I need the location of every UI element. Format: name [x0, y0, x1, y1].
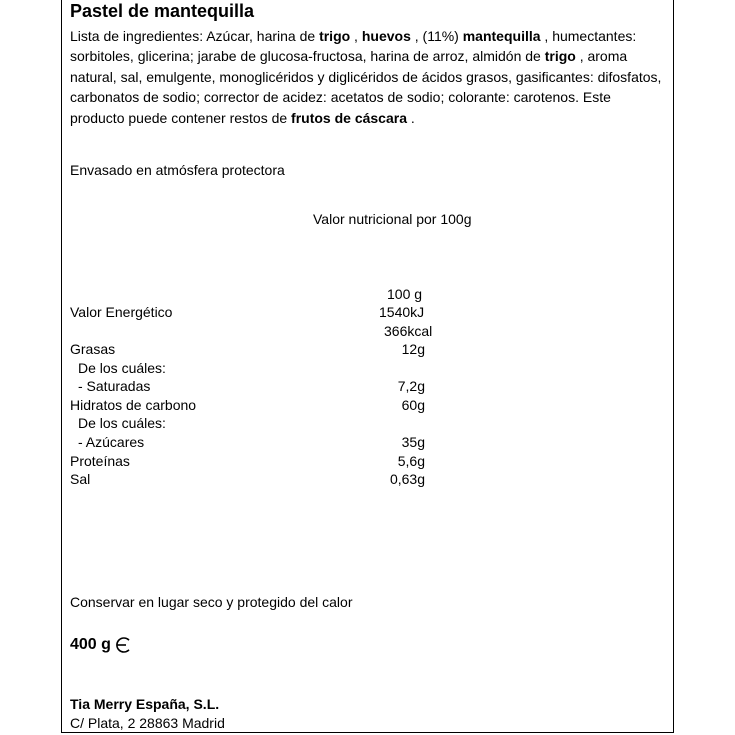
energy-kj-value: 1540kJ: [379, 304, 425, 320]
energy-kcal-value: 366kcal: [384, 323, 433, 339]
ingredient-text: Lista de ingredientes: Azúcar, harina de: [70, 28, 320, 44]
estimated-e-mark-icon: [114, 636, 132, 654]
ingredient-text: , aroma natural, sal, emulgente, monoglicéridos y diglicéridos de ácidos grasos, gasificantes: difosfatos, carbonatos de sodio; corrector de acidez: acetatos de sodio; colorante: carotenos. Este producto puede contener restos de: [70, 48, 662, 126]
saturated-value: 7,2g: [397, 378, 425, 394]
energy-label: Valor Energético: [70, 304, 173, 320]
product-title: Pastel de mantequilla: [70, 1, 255, 21]
salt-label: Sal: [70, 471, 91, 487]
sugars-value: 35g: [401, 434, 425, 450]
allergen-text: mantequilla: [462, 28, 541, 44]
saturated-label: - Saturadas: [78, 378, 151, 394]
carbs-value: 60g: [401, 397, 425, 413]
sugars-label: - Azúcares: [78, 434, 145, 450]
company-address: C/ Plata, 2 28863 Madrid: [70, 715, 225, 731]
company-name: Tia Merry España, S.L.: [70, 696, 220, 712]
allergen-text: trigo: [319, 28, 351, 44]
net-weight: [70, 636, 132, 654]
carbs-of-which-label: De los cuáles:: [78, 415, 166, 431]
allergen-text: trigo: [544, 48, 576, 65]
net-weight-value: 400 g: [70, 636, 111, 653]
ingredient-text: ,: [350, 28, 362, 44]
salt-value: 0,63g: [389, 471, 425, 487]
per-100g-label: 100 g: [387, 286, 423, 302]
fat-of-which-label: De los cuáles:: [78, 360, 166, 376]
storage-note: Conservar en lugar seco y protegido del calor: [70, 594, 353, 610]
protein-value: 5,6g: [397, 453, 425, 469]
allergen-text: frutos de cáscara: [291, 109, 407, 126]
protein-label: Proteínas: [70, 453, 130, 469]
ingredient-text: .: [407, 109, 415, 126]
ingredient-text: , (11%): [410, 28, 463, 44]
ingredient-text: , humectantes: sorbitoles, glicerina; jarabe de glucosa-fructosa, harina de arroz, almidón de: [70, 28, 637, 65]
ingredients-text: [70, 26, 665, 128]
allergen-text: huevos: [361, 28, 411, 44]
fat-value: 12g: [401, 341, 425, 357]
nutrition-header: Valor nutricional por 100g: [313, 211, 472, 227]
fat-label: Grasas: [70, 341, 116, 357]
packaging-note: Envasado en atmósfera protectora: [70, 162, 285, 178]
carbs-label: Hidratos de carbono: [70, 397, 197, 413]
